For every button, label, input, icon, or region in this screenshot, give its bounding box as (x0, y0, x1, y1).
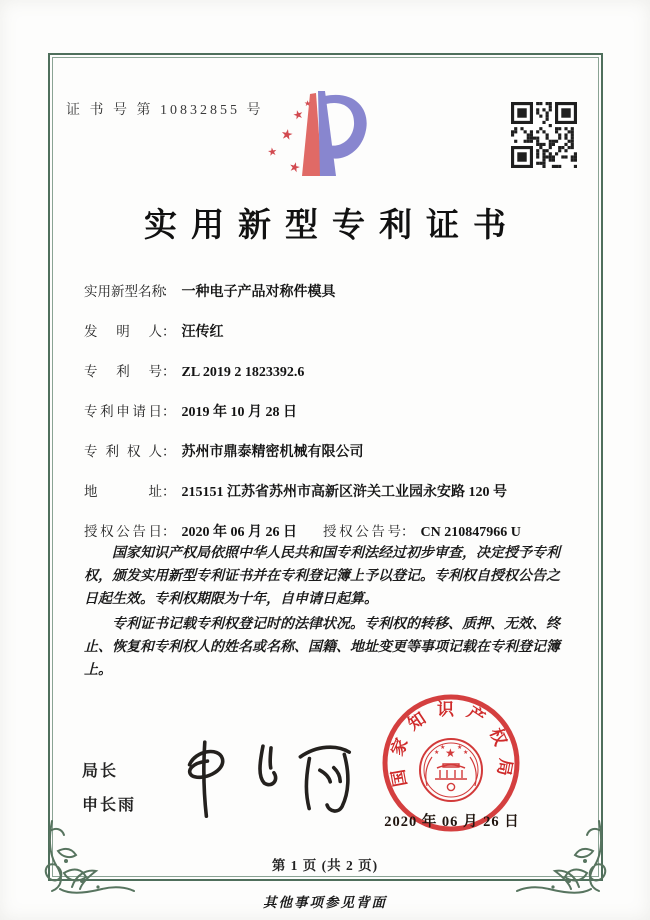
signer-block (82, 758, 136, 826)
page-indicator: 第 1 页 (共 2 页) (271, 858, 379, 873)
svg-text:★: ★ (445, 746, 456, 760)
svg-text:★: ★ (291, 106, 306, 123)
cnipa-logo-icon (258, 80, 380, 182)
field-label: 专利申请日 (84, 404, 162, 419)
field-row-filing-date (84, 400, 572, 426)
certificate-number: 证 书 号 第 10832855 号 (66, 103, 264, 118)
svg-text:★: ★ (434, 750, 440, 756)
field-value: 2019 年 10 月 28 日 (181, 405, 297, 420)
field-row-patentee (84, 440, 572, 466)
field-label: 发明人 (84, 324, 162, 339)
field-value: 2020 年 06 月 26 日 (181, 525, 297, 540)
signer-name: 申长雨 (82, 797, 137, 814)
field-label: 专利权人 (84, 444, 162, 459)
svg-text:★: ★ (463, 750, 469, 756)
field-value: ZL 2019 2 1823392.6 (181, 365, 305, 380)
qr-code-icon (511, 102, 577, 168)
field-value: 一种电子产品对称件模具 (181, 285, 336, 300)
svg-text:★: ★ (287, 158, 303, 176)
svg-text:★: ★ (440, 745, 446, 751)
svg-text:★: ★ (266, 145, 279, 159)
field-label: 地址 (84, 484, 162, 499)
legal-paragraph-1: 国家知识产权局依照中华人民共和国专利法经过初步审查，决定授予专利权，颁发实用新型专利证书并在专利登记簿上予以登记。专利权自授权公告之日起生效。专利权期限为十年，自申请日起算。 (84, 546, 560, 607)
svg-text:★: ★ (279, 127, 295, 145)
field-colon: ： (162, 444, 176, 459)
field-row-address (84, 480, 572, 506)
page-title: 实用新型专利证书 (144, 208, 520, 244)
signature-icon (166, 727, 369, 826)
field-colon: ： (162, 284, 176, 299)
field-value: 汪传红 (181, 325, 224, 340)
legal-paragraph-2: 专利证书记载专利权登记时的法律状况。专利权的转移、质押、无效、终止、恢复和专利权人的姓名或名称、国籍、地址变更等事项记载在专利登记簿上。 (84, 617, 560, 678)
field-label: 实用新型名称 (84, 284, 165, 299)
field-colon: ： (162, 364, 176, 379)
field-row-inventor (84, 320, 572, 346)
legal-text (84, 542, 568, 684)
field-colon: ： (162, 524, 176, 539)
field-value: 215151 江苏省苏州市高新区浒关工业园永安路 120 号 (181, 485, 507, 500)
seal-ring-text: 国家知识产权局 (386, 699, 516, 789)
field-label: 专利号 (84, 364, 162, 379)
field-colon: ： (162, 324, 176, 339)
field-label: 授权公告日 (84, 524, 162, 539)
field-value: CN 210847966 U (420, 525, 521, 540)
field-label: 授权公告号 (323, 524, 401, 539)
field-colon: ： (401, 524, 415, 539)
field-colon: ： (162, 484, 176, 499)
svg-text:★: ★ (304, 99, 312, 108)
field-list (84, 280, 572, 560)
seal-date: 2020 年 06 月 26 日 (384, 814, 520, 830)
back-note: 其他事项参见背面 (263, 895, 387, 910)
field-row-name (84, 280, 572, 306)
svg-text:★: ★ (457, 745, 463, 751)
field-row-patent-no (84, 360, 572, 386)
field-colon: ： (162, 404, 176, 419)
field-value: 苏州市鼎泰精密机械有限公司 (181, 445, 364, 460)
signer-title: 局长 (82, 763, 119, 780)
